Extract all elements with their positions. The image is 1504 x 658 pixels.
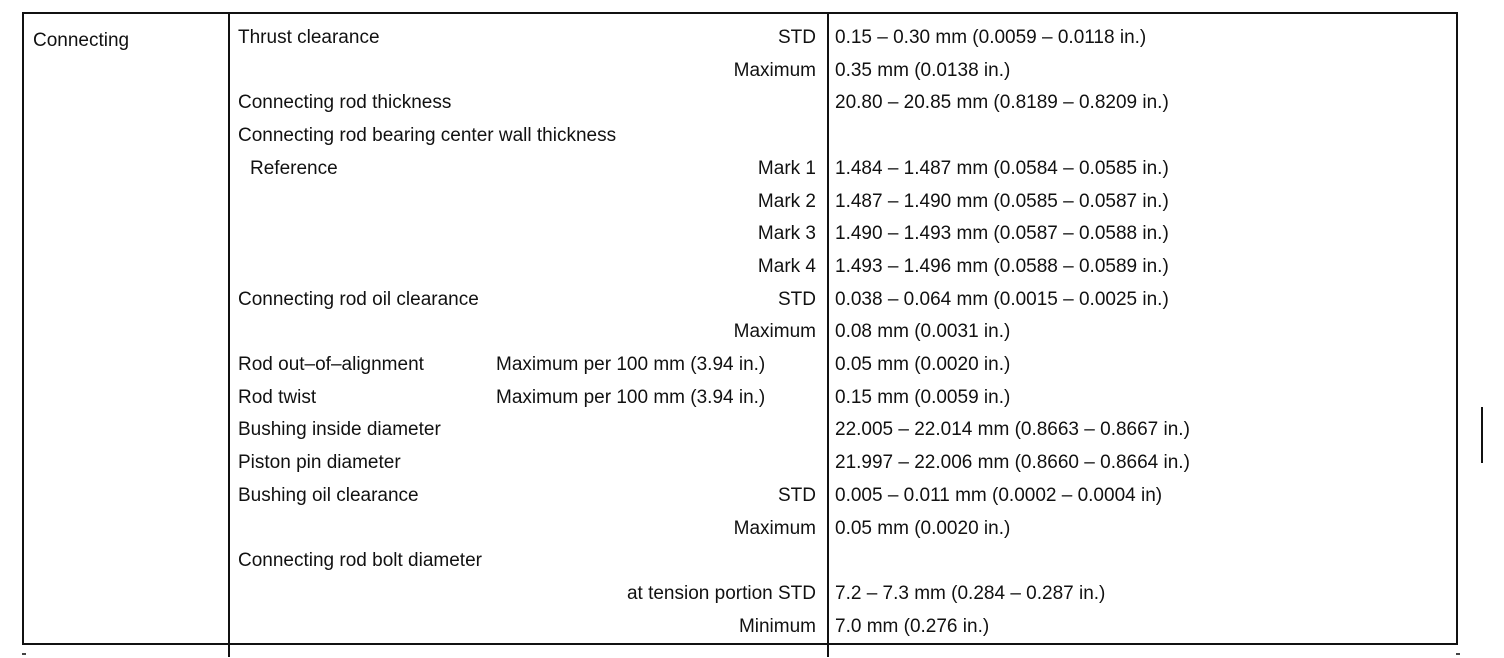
- spec-value: 7.0 mm (0.276 in.): [835, 615, 990, 637]
- spec-label: Bushing oil clearance: [238, 484, 419, 506]
- spec-condition-detail: Maximum per 100 mm (3.94 in.): [496, 354, 766, 375]
- spec-value: 1.493 – 1.496 mm (0.0588 – 0.0589 in.): [835, 255, 1169, 277]
- spec-row: [230, 119, 1454, 152]
- scan-tick-left: [22, 653, 26, 655]
- spec-label: Connecting rod bearing center wall thickness: [238, 125, 617, 147]
- spec-row: [230, 413, 1454, 446]
- spec-row: [230, 86, 1454, 119]
- spec-label: Reference: [250, 157, 338, 179]
- spec-row: [230, 217, 1454, 250]
- spec-row: [230, 185, 1454, 218]
- spec-condition: Mark 3: [757, 223, 816, 245]
- spec-condition: at tension portion STD: [626, 582, 816, 604]
- spec-row: [230, 479, 1454, 512]
- spec-value: 1.487 – 1.490 mm (0.0585 – 0.0587 in.): [835, 190, 1169, 212]
- spec-value: 21.997 – 22.006 mm (0.8660 – 0.8664 in.): [835, 452, 1190, 474]
- spec-condition: Maximum: [733, 59, 816, 81]
- spec-label: Rod twist: [238, 386, 317, 408]
- spec-row: [230, 544, 1454, 577]
- spec-row: [230, 21, 1454, 54]
- spec-condition: Mark 1: [757, 157, 816, 179]
- spec-row: [230, 152, 1454, 185]
- spec-row: [230, 610, 1454, 643]
- spec-value: 0.05 mm (0.0020 in.): [835, 517, 1011, 539]
- spec-condition: Mark 2: [757, 190, 816, 212]
- spec-label: Connecting rod thickness: [238, 92, 452, 114]
- spec-label: Bushing inside diameter: [238, 419, 441, 441]
- spec-label: Thrust clearance: [238, 27, 380, 48]
- spec-label: Piston pin diameter: [238, 452, 401, 474]
- spec-label: Connecting rod oil clearance: [238, 288, 479, 310]
- spec-value: 0.05 mm (0.0020 in.): [835, 354, 1011, 375]
- spec-condition: STD: [778, 288, 816, 310]
- spec-value: 0.08 mm (0.0031 in.): [835, 321, 1011, 343]
- spec-row: [230, 446, 1454, 479]
- spec-condition: Mark 4: [757, 255, 816, 277]
- spec-condition: STD: [778, 27, 816, 48]
- spec-condition: Minimum: [738, 615, 816, 637]
- spec-value: 7.2 – 7.3 mm (0.284 – 0.287 in.): [835, 582, 1106, 604]
- scan-margin-mark: [1481, 407, 1483, 463]
- spec-value: 1.484 – 1.487 mm (0.0584 – 0.0585 in.): [835, 157, 1169, 179]
- spec-label: Connecting rod bolt diameter: [238, 550, 482, 572]
- spec-condition: STD: [778, 484, 816, 506]
- spec-row: [230, 381, 1454, 414]
- spec-label: Rod out–of–alignment: [238, 354, 424, 375]
- spec-condition-detail: Maximum per 100 mm (3.94 in.): [496, 386, 766, 408]
- spec-value: 22.005 – 22.014 mm (0.8663 – 0.8667 in.): [835, 419, 1190, 441]
- spec-row: [230, 348, 1454, 381]
- spec-row: [230, 250, 1454, 283]
- spec-value: 20.80 – 20.85 mm (0.8189 – 0.8209 in.): [835, 92, 1169, 114]
- spec-row: [230, 54, 1454, 87]
- spec-value: 0.038 – 0.064 mm (0.0015 – 0.0025 in.): [835, 288, 1169, 310]
- category-label: Connecting: [33, 30, 130, 51]
- spec-value: 1.490 – 1.493 mm (0.0587 – 0.0588 in.): [835, 223, 1169, 245]
- spec-value: 0.35 mm (0.0138 in.): [835, 59, 1011, 81]
- spec-row: [230, 577, 1454, 610]
- spec-value: 0.15 mm (0.0059 in.): [835, 386, 1011, 408]
- spec-row: [230, 512, 1454, 545]
- spec-value: 0.005 – 0.011 mm (0.0002 – 0.0004 in): [835, 484, 1163, 506]
- spec-row: [230, 315, 1454, 348]
- spec-row: [230, 283, 1454, 316]
- spec-value: 0.15 – 0.30 mm (0.0059 – 0.0118 in.): [835, 27, 1147, 48]
- spec-condition: Maximum: [733, 321, 816, 343]
- spec-condition: Maximum: [733, 517, 816, 539]
- scan-tick-right: [1456, 653, 1460, 655]
